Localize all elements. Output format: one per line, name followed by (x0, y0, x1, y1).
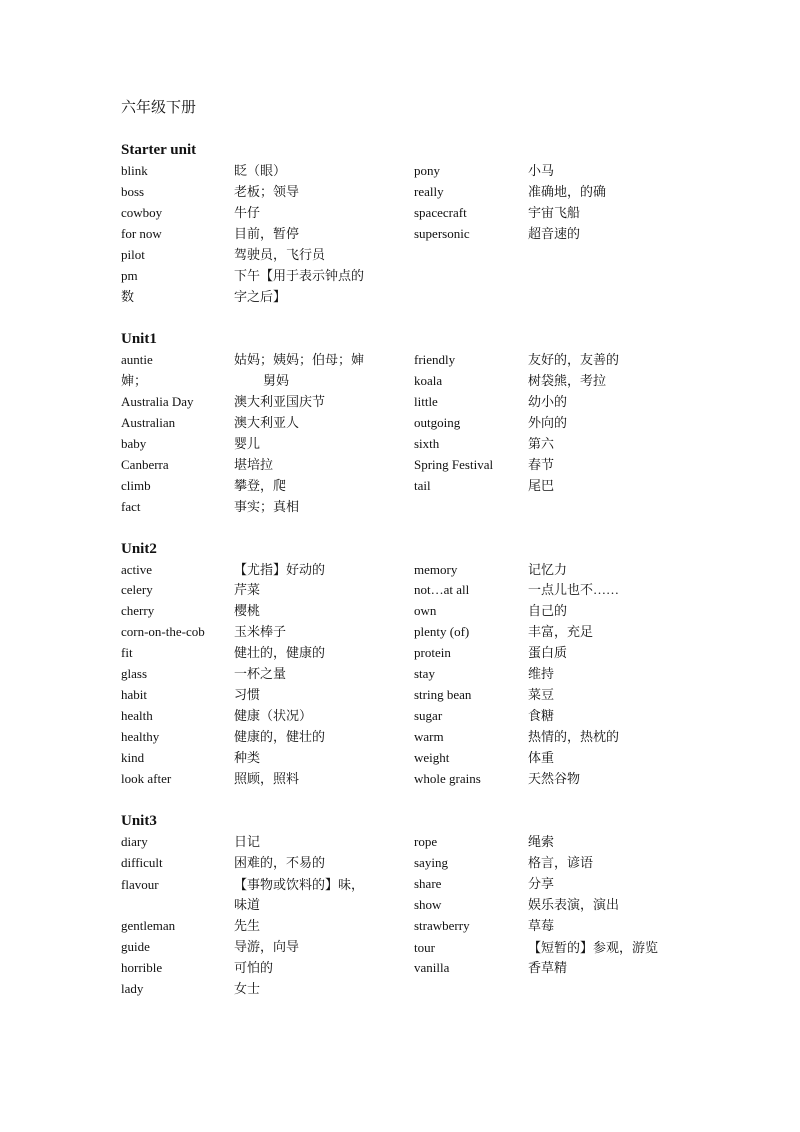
meaning: 澳大利亚国庆节 (234, 394, 326, 409)
meaning: 【尤指】好动的 (234, 562, 326, 577)
meaning: 绳索 (528, 834, 555, 849)
meaning: 牛仔 (234, 205, 261, 220)
meaning: 健壮的，健康的 (234, 645, 326, 660)
word: healthy (121, 729, 160, 744)
meaning: 菜豆 (528, 687, 555, 702)
word: flavour (121, 877, 159, 892)
meaning: 舅妈 (263, 373, 290, 388)
meaning: 堪培拉 (234, 457, 274, 472)
meaning: 老板；领导 (234, 184, 300, 199)
word: tour (414, 940, 435, 955)
meaning: 澳大利亚人 (234, 415, 300, 430)
word: blink (121, 163, 148, 178)
meaning: 自己的 (528, 603, 568, 618)
meaning: 草莓 (528, 918, 555, 933)
meaning: 分享 (528, 876, 555, 891)
word: rope (414, 834, 438, 849)
meaning: 玉米棒子 (234, 624, 287, 639)
word: not…at all (414, 582, 470, 597)
word: glass (121, 666, 147, 681)
meaning: 一杯之量 (234, 666, 287, 681)
word: koala (414, 373, 443, 388)
word: pony (414, 163, 440, 178)
meaning: 目前，暂停 (234, 226, 300, 241)
word: string bean (414, 687, 472, 702)
word: fact (121, 499, 141, 514)
meaning: 一点儿也不…… (528, 582, 620, 597)
word: whole grains (414, 771, 481, 786)
word: cowboy (121, 205, 163, 220)
meaning: 婴儿 (234, 436, 261, 451)
meaning: 樱桃 (234, 603, 261, 618)
word: saying (414, 855, 448, 870)
word: stay (414, 666, 435, 681)
meaning: 格言，谚语 (528, 855, 594, 870)
meaning: 尾巴 (528, 478, 555, 493)
meaning: 健康的，健壮的 (234, 729, 326, 744)
meaning: 味道 (234, 897, 261, 912)
meaning: 记忆力 (528, 562, 568, 577)
section-heading-unit3: Unit3 (121, 813, 157, 829)
meaning: 树袋熊，考拉 (528, 373, 607, 388)
meaning: 香草精 (528, 960, 568, 975)
meaning: 姑妈；姨妈；伯母；婶 (234, 352, 365, 367)
word: look after (121, 771, 172, 786)
meaning: 种类 (234, 750, 261, 765)
word: Australian (121, 415, 176, 430)
word: protein (414, 645, 451, 660)
word: horrible (121, 960, 163, 975)
meaning: 丰富，充足 (528, 624, 594, 639)
meaning: 天然谷物 (528, 771, 581, 786)
page-title: 六年级下册 (121, 100, 197, 116)
word: Canberra (121, 457, 169, 472)
word: little (414, 394, 438, 409)
meaning: 【短暂的】参观，游览 (528, 940, 659, 955)
word: kind (121, 750, 145, 765)
meaning: 蛋白质 (528, 645, 568, 660)
meaning: 食糖 (528, 708, 555, 723)
word: weight (414, 750, 450, 765)
meaning: 娱乐表演，演出 (528, 897, 620, 912)
meaning: 热情的，热枕的 (528, 729, 620, 744)
meaning: 宇宙飞船 (528, 205, 581, 220)
word: warm (414, 729, 444, 744)
word: climb (121, 478, 151, 493)
meaning: 外向的 (528, 415, 568, 430)
word: fit (121, 645, 133, 660)
word: tail (414, 478, 431, 493)
meaning: 准确地，的确 (528, 184, 607, 199)
meaning: 小马 (528, 163, 555, 178)
meaning: 照顾，照料 (234, 771, 300, 786)
word: 数 (121, 289, 135, 304)
word: vanilla (414, 960, 450, 975)
word: 婶； (121, 373, 148, 388)
word: sixth (414, 436, 440, 451)
word: health (121, 708, 153, 723)
word: baby (121, 436, 147, 451)
word: Spring Festival (414, 457, 494, 472)
word: lady (121, 981, 144, 996)
meaning: 女士 (234, 981, 261, 996)
word: memory (414, 562, 458, 577)
word: own (414, 603, 437, 618)
word: sugar (414, 708, 443, 723)
word: for now (121, 226, 162, 241)
word: auntie (121, 352, 153, 367)
word: show (414, 897, 442, 912)
word: spacecraft (414, 205, 467, 220)
meaning: 困难的，不易的 (234, 855, 326, 870)
section-heading-starter: Starter unit (121, 142, 197, 158)
meaning: 体重 (528, 750, 555, 765)
word: pilot (121, 247, 145, 262)
word: active (121, 562, 153, 577)
word: celery (121, 582, 153, 597)
word: corn-on-the-cob (121, 624, 205, 639)
meaning: 导游，向导 (234, 939, 300, 954)
word: boss (121, 184, 145, 199)
meaning: 习惯 (234, 687, 261, 702)
meaning: 可怕的 (234, 960, 274, 975)
meaning: 字之后】 (234, 289, 287, 304)
meaning: 超音速的 (528, 226, 581, 241)
meaning: 驾驶员，飞行员 (234, 247, 326, 262)
word: diary (121, 834, 148, 849)
meaning: 第六 (528, 436, 555, 451)
meaning: 健康（状况） (234, 708, 313, 723)
word: habit (121, 687, 147, 702)
word: Australia Day (121, 394, 194, 409)
word: really (414, 184, 444, 199)
meaning: 先生 (234, 918, 261, 933)
section-heading-unit2: Unit2 (121, 541, 157, 557)
meaning: 维持 (528, 666, 555, 681)
word: plenty (of) (414, 624, 470, 639)
word: share (414, 876, 442, 891)
section-heading-unit1: Unit1 (121, 331, 157, 347)
meaning: 幼小的 (528, 394, 568, 409)
word: outgoing (414, 415, 461, 430)
meaning: 攀登，爬 (234, 478, 287, 493)
word: gentleman (121, 918, 176, 933)
meaning: 春节 (528, 457, 555, 472)
meaning: 友好的，友善的 (528, 352, 620, 367)
meaning: 日记 (234, 834, 261, 849)
word: pm (121, 268, 138, 283)
word: guide (121, 939, 150, 954)
meaning: 芹菜 (234, 582, 261, 597)
word: strawberry (414, 918, 470, 933)
word: supersonic (414, 226, 470, 241)
meaning: 下午【用于表示钟点的 (234, 268, 365, 283)
meaning: 【事物或饮料的】味， (234, 877, 365, 892)
meaning: 事实；真相 (234, 499, 300, 514)
word: cherry (121, 603, 155, 618)
word: difficult (121, 855, 163, 870)
meaning: 眨（眼） (234, 163, 287, 178)
word: friendly (414, 352, 456, 367)
